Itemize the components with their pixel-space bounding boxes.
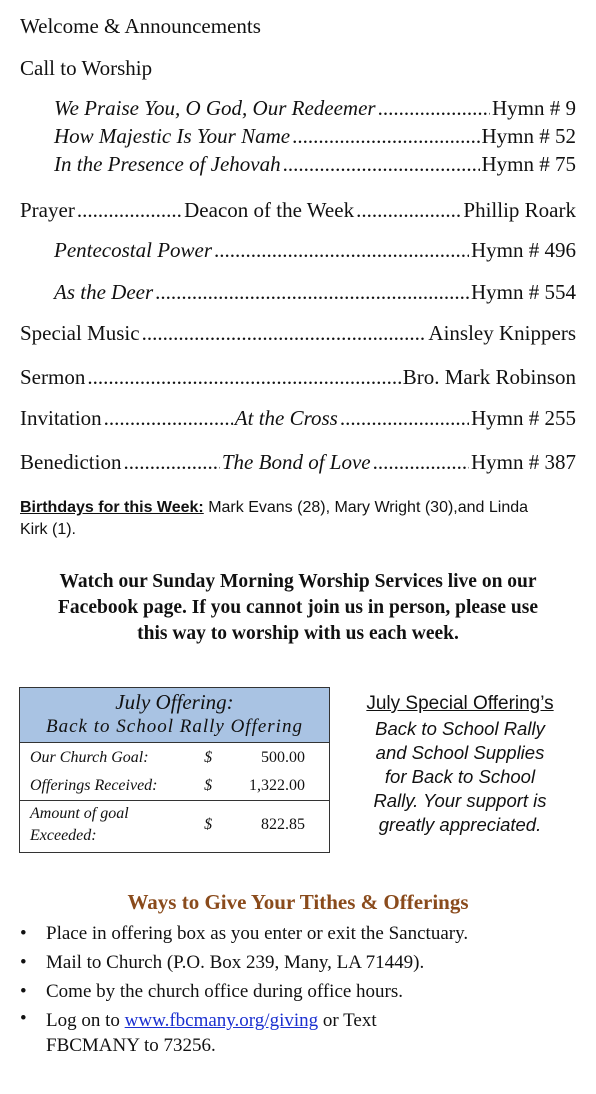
benediction-row — [20, 449, 576, 475]
prayer-row — [20, 197, 576, 223]
benediction-hymn-title: The Bond of Love — [221, 450, 371, 474]
special-offering-line: greatly appreciated. — [378, 814, 542, 835]
special-offering-title: July Special Offering’s — [366, 693, 554, 714]
dot-leader — [378, 95, 490, 121]
dot-leader — [123, 449, 219, 475]
birthdays-paragraph — [20, 497, 540, 541]
invitation-hymn-title: At the Cross — [234, 406, 338, 430]
special-music-label: Special Music — [20, 321, 140, 345]
list-item — [20, 1006, 586, 1058]
call-to-worship: Call to Worship — [20, 56, 153, 80]
sermon-row — [20, 364, 576, 390]
hymn-title: In the Presence of Jehovah — [54, 152, 281, 176]
dot-leader — [104, 405, 233, 431]
row-amount: 822.85 — [261, 816, 305, 834]
ways-to-give-heading: Ways to Give Your Tithes & Offerings — [127, 890, 469, 914]
hymn-number: Hymn # 75 — [481, 152, 576, 176]
row-label-line: Exceeded: — [30, 827, 97, 845]
give-online-suffix: or Text — [318, 1010, 377, 1031]
hymn-row — [54, 237, 576, 263]
watch-line: this way to worship with us each week. — [137, 623, 459, 644]
dot-leader — [142, 320, 427, 346]
special-music-performer: Ainsley Knippers — [428, 321, 576, 345]
text-to-give: FBCMANY to 73256. — [46, 1035, 216, 1056]
prayer-person: Phillip Roark — [463, 198, 576, 222]
row-label: Our Church Goal: — [30, 748, 149, 766]
offering-box-subtitle: Back to School Rally Offering — [46, 716, 303, 737]
hymn-row — [54, 151, 576, 177]
hymn-title: How Majestic Is Your Name — [54, 124, 291, 148]
prayer-role: Deacon of the Week — [184, 198, 355, 222]
special-offering-line: for Back to School — [384, 766, 536, 787]
row-label — [20, 800, 200, 850]
list-item: • Place in offering box as you enter or exit the Sanctuary. — [20, 919, 586, 948]
dot-leader — [356, 197, 461, 223]
special-music-row — [20, 320, 576, 346]
watch-line: Facebook page. If you cannot join us in person, please use — [58, 597, 538, 618]
dot-leader — [87, 364, 400, 390]
table-row — [20, 772, 329, 800]
birthdays-text: Mark Evans (28), Mary Wright (30),and Linda Kirk (1). — [20, 499, 529, 538]
giving-link[interactable]: www.fbcmany.org/giving — [124, 1010, 319, 1031]
offering-table — [20, 743, 329, 850]
currency-sign: $ — [204, 748, 213, 766]
prayer-label: Prayer — [20, 198, 75, 222]
hymn-title: As the Deer — [54, 280, 154, 304]
sermon-speaker: Bro. Mark Robinson — [402, 365, 576, 389]
hymn-number: Hymn # 554 — [471, 280, 576, 304]
row-amount: 1,322.00 — [249, 776, 305, 794]
offering-box — [19, 687, 330, 853]
special-offering-line: Back to School Rally — [375, 718, 545, 739]
watch-line: Watch our Sunday Morning Worship Services live on our — [59, 571, 537, 592]
special-offering-line: Rally. Your support is — [373, 790, 547, 811]
birthdays-label: Birthdays for this Week: — [20, 499, 204, 516]
hymn-row — [54, 123, 576, 149]
currency-sign: $ — [204, 776, 213, 794]
dot-leader — [340, 405, 469, 431]
special-offering-line: and School Supplies — [375, 742, 545, 763]
watch-notice — [0, 569, 596, 647]
hymn-number: Hymn # 9 — [492, 96, 576, 120]
benediction-label: Benediction — [20, 450, 122, 474]
table-row — [20, 800, 329, 850]
hymn-number: Hymn # 496 — [471, 238, 576, 262]
list-item: • Mail to Church (P.O. Box 239, Many, LA 71449). — [20, 948, 586, 977]
row-label-line: Amount of goal — [30, 805, 129, 823]
invitation-hymn-number: Hymn # 255 — [471, 406, 576, 430]
sermon-label: Sermon — [20, 365, 86, 389]
currency-sign: $ — [204, 816, 213, 834]
give-online-prefix: Log on to — [46, 1010, 125, 1031]
row-amount: 500.00 — [261, 748, 305, 766]
list-item: • Come by the church office during office hours. — [20, 977, 586, 1006]
hymn-title: We Praise You, O God, Our Redeemer — [54, 96, 376, 120]
invitation-label: Invitation — [20, 406, 102, 430]
dot-leader — [373, 449, 469, 475]
hymn-title: Pentecostal Power — [54, 238, 213, 262]
welcome-item: Welcome & Announcements — [20, 14, 261, 38]
dot-leader — [77, 197, 182, 223]
row-label: Offerings Received: — [30, 776, 158, 794]
invitation-row — [20, 405, 576, 431]
benediction-hymn-number: Hymn # 387 — [471, 450, 576, 474]
hymn-number: Hymn # 52 — [481, 124, 576, 148]
dot-leader — [292, 123, 479, 149]
hymn-row — [54, 95, 576, 121]
hymn-row — [54, 279, 576, 305]
special-offering-note — [344, 693, 576, 837]
ways-to-give-list — [20, 919, 586, 1058]
offering-box-header — [20, 688, 329, 743]
offering-box-title: July Offering: — [115, 690, 234, 714]
dot-leader — [283, 151, 480, 177]
dot-leader — [214, 237, 469, 263]
table-row — [20, 743, 329, 772]
dot-leader — [155, 279, 469, 305]
